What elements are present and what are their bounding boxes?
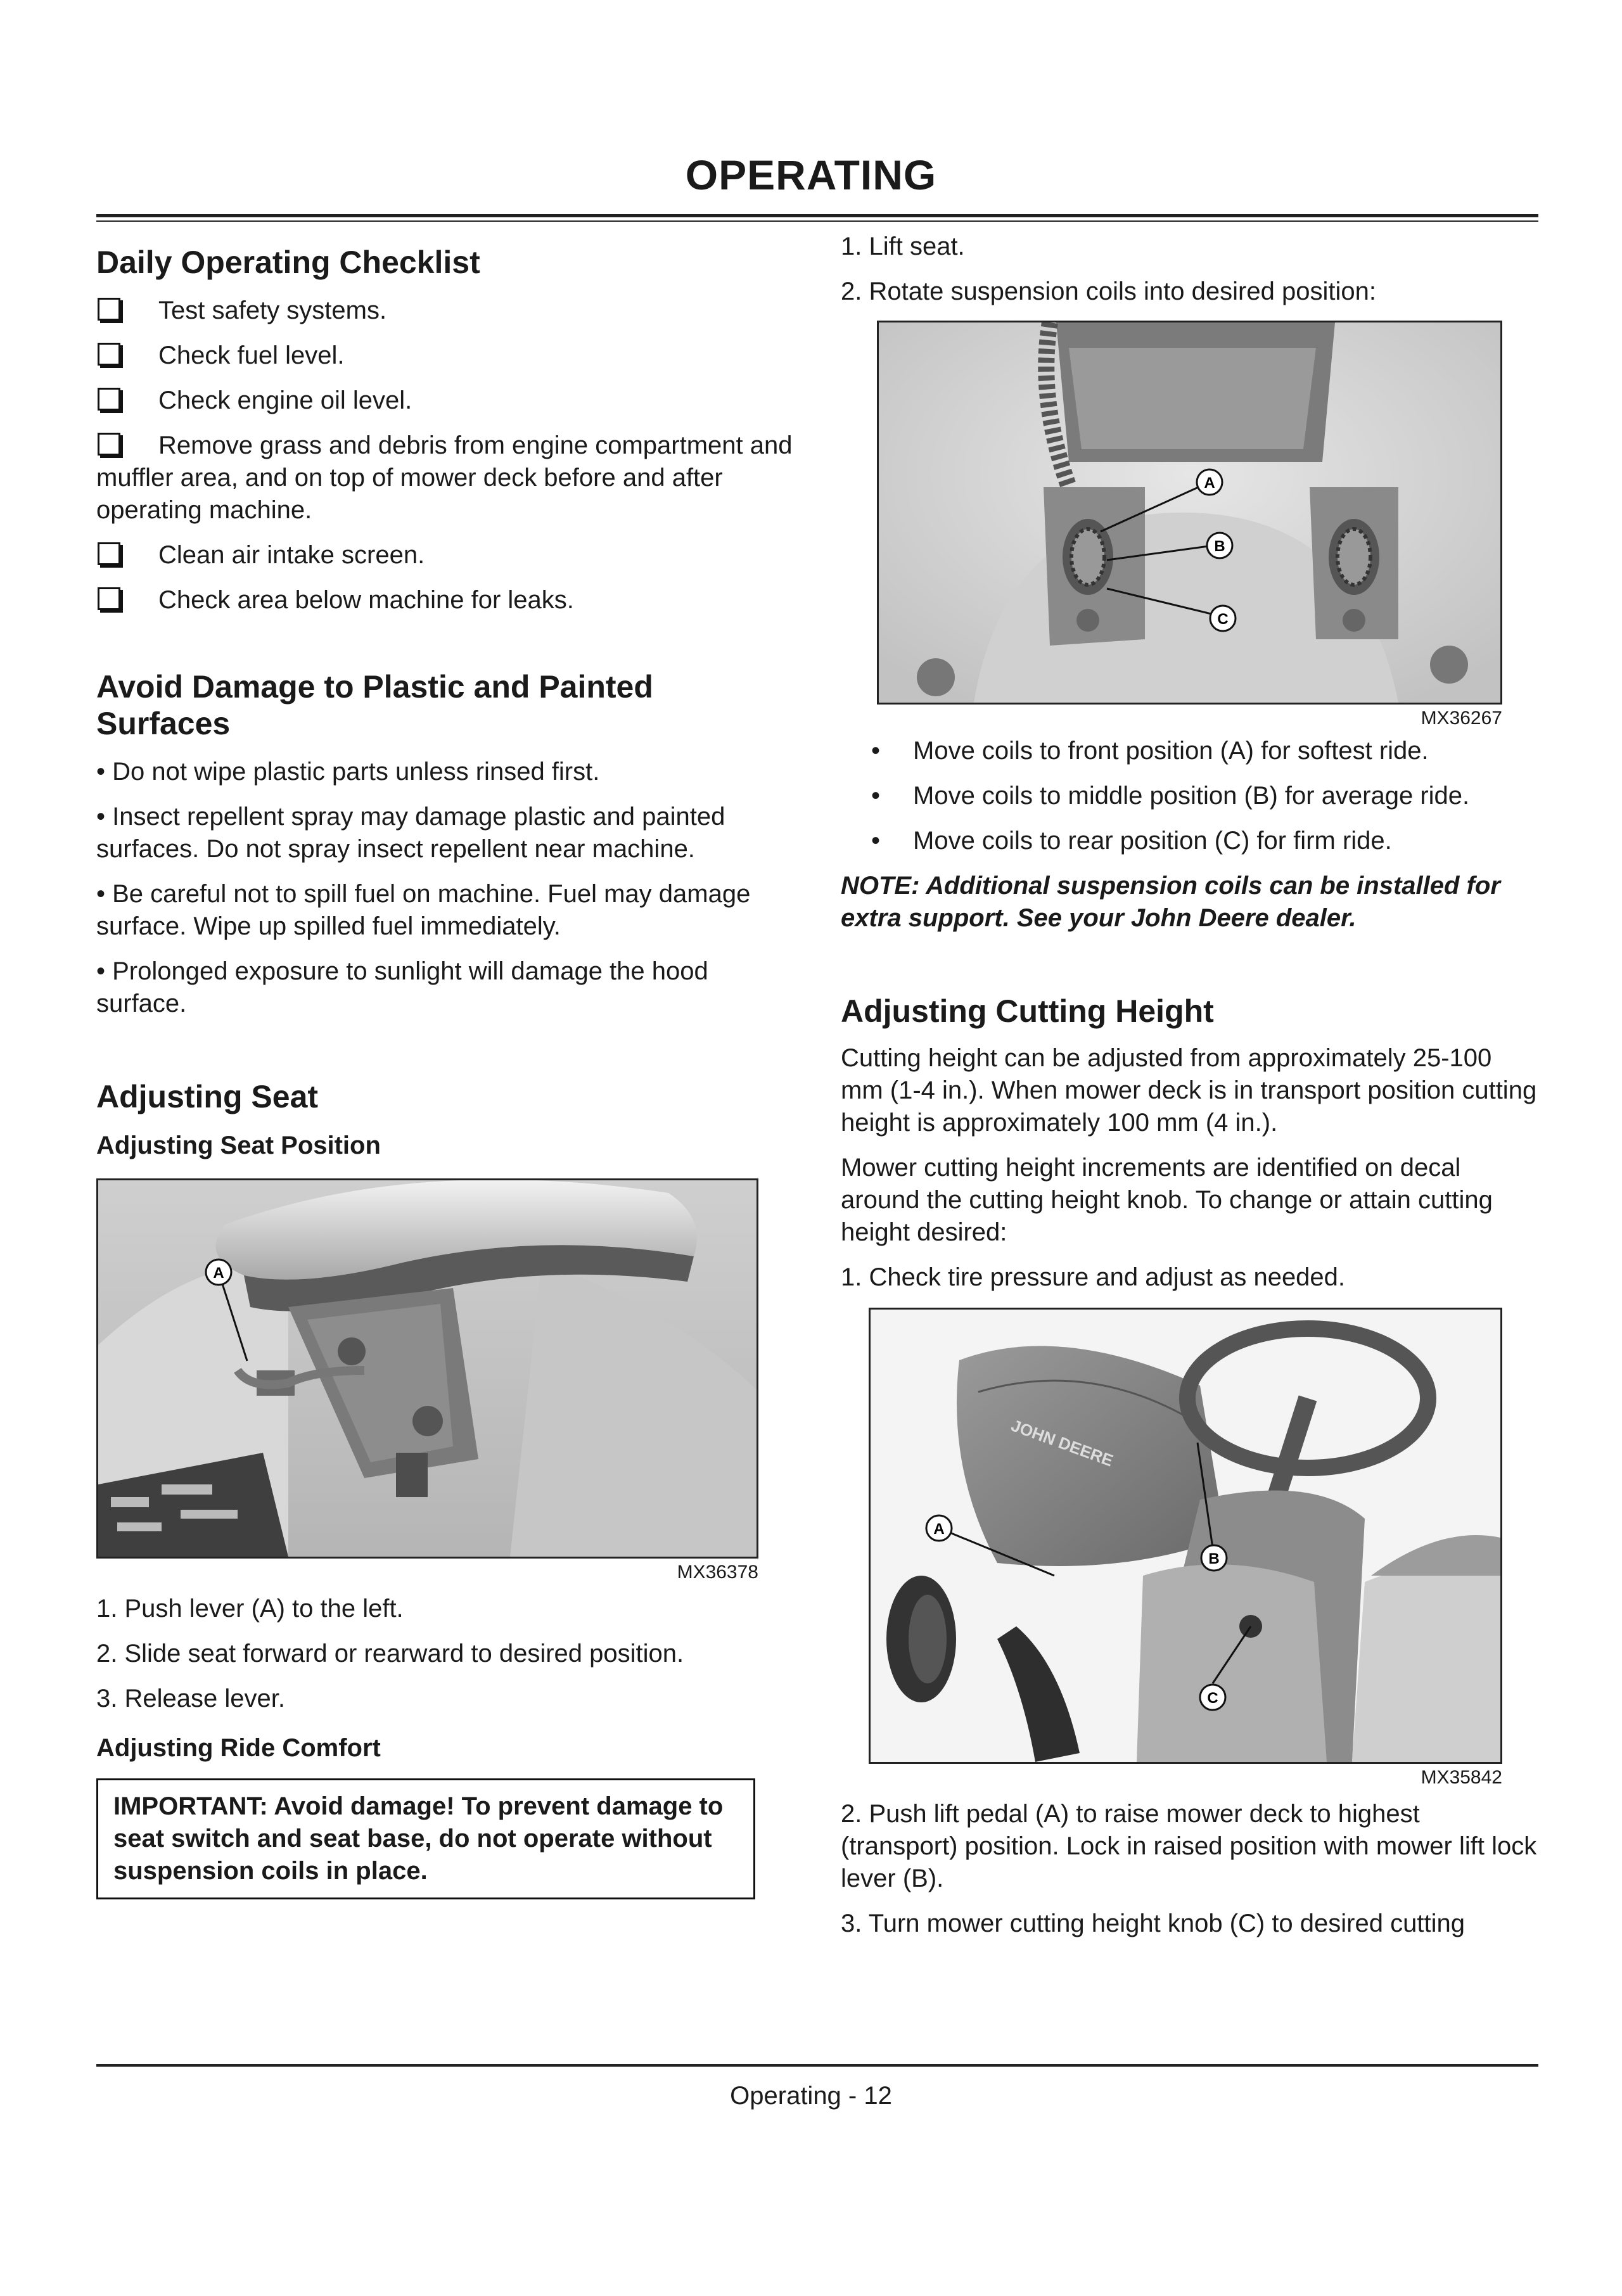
step: 1. Check tire pressure and adjust as needed.: [841, 1263, 1346, 1291]
coil-bullets: [841, 735, 1538, 857]
cutting-paragraph: Cutting height can be adjusted from approximately 25-100 mm (1-4 in.). When mower deck is in transport position cutting height is approximately 100 mm (4 in.).: [841, 1044, 1537, 1137]
step: 3. Release lever.: [96, 1685, 285, 1712]
coil-steps: [841, 231, 1538, 308]
cutting-photo: [869, 1308, 1502, 1764]
checkbox-icon: [98, 388, 120, 411]
checkbox-icon: [98, 343, 120, 366]
avoid-damage-list: [96, 756, 793, 1020]
checklist-item: Clean air intake screen.: [96, 539, 793, 571]
page-footer: Operating - 12: [730, 2082, 892, 2110]
list-item: • Be careful not to spill fuel on machine. Fuel may damage surface. Wipe up spilled fuel immediately.: [96, 880, 751, 940]
step: 2. Rotate suspension coils into desired position:: [841, 277, 1376, 305]
step: 1. Lift seat.: [841, 233, 965, 260]
list-item: • Insect repellent spray may damage plastic and painted surfaces. Do not spray insect repellent near machine.: [96, 803, 725, 863]
step: 2. Push lift pedal (A) to raise mower deck to highest (transport) position. Lock in raised position with mower lift lock lever (B).: [841, 1800, 1537, 1892]
seat-figure: [96, 1178, 758, 1584]
checklist: [96, 295, 793, 616]
callout-label: C: [1207, 1690, 1218, 1707]
list-item: • Do not wipe plastic parts unless rinsed first.: [96, 758, 600, 786]
list-item: • Move coils to front position (A) for softest ride.: [871, 737, 1429, 765]
checkbox-icon: [98, 433, 120, 456]
list-item: • Prolonged exposure to sunlight will damage the hood surface.: [96, 957, 708, 1017]
seat-photo: [96, 1178, 758, 1559]
seat-position-heading: Adjusting Seat Position: [96, 1132, 381, 1159]
right-column: [841, 234, 1538, 1953]
callout-label: C: [1217, 611, 1229, 628]
figure-id: MX36267: [1421, 708, 1502, 729]
checklist-item: Check engine oil level.: [96, 385, 793, 417]
callout-label: B: [1214, 538, 1225, 555]
decal-text: JOHN DEERE: [1008, 1415, 1116, 1470]
checkbox-icon: [98, 542, 120, 565]
header-rule-thick: [96, 214, 1538, 217]
figure-id: MX35842: [1421, 1767, 1502, 1788]
checklist-item: Check fuel level.: [96, 340, 793, 372]
figure-id: MX36378: [677, 1562, 758, 1583]
cutting-height-heading: Adjusting Cutting Height: [841, 993, 1214, 1029]
checkbox-icon: [98, 298, 120, 321]
cutting-figure: [869, 1308, 1502, 1789]
header-rule-thin: [96, 220, 1538, 222]
ride-comfort-heading: Adjusting Ride Comfort: [96, 1734, 381, 1762]
cutting-paragraph: Mower cutting height increments are identified on decal around the cutting height knob. To change or attain cutting height desired:: [841, 1154, 1493, 1246]
coil-figure: [877, 321, 1510, 730]
step: 1. Push lever (A) to the left.: [96, 1595, 404, 1623]
callout-label: A: [213, 1265, 224, 1282]
checklist-item: Check area below machine for leaks.: [96, 584, 793, 616]
step: 3. Turn mower cutting height knob (C) to desired cutting: [841, 1910, 1465, 1937]
coil-photo: [877, 321, 1502, 705]
note: NOTE: Additional suspension coils can be installed for extra support. See your John Deere dealer.: [841, 872, 1500, 932]
page-title: OPERATING: [685, 151, 937, 198]
adjusting-seat-heading: Adjusting Seat: [96, 1079, 319, 1114]
seat-steps: [96, 1593, 793, 1715]
checklist-item: Test safety systems.: [96, 295, 793, 327]
avoid-damage-heading: Avoid Damage to Plastic and Painted Surfaces: [96, 669, 653, 741]
list-item: • Move coils to rear position (C) for firm ride.: [871, 827, 1392, 855]
left-column: [96, 234, 793, 1899]
callout-label: A: [933, 1521, 945, 1538]
callout-label: A: [1204, 475, 1215, 492]
footer-rule: [96, 2064, 1538, 2067]
callout-label: B: [1208, 1550, 1220, 1567]
important-notice: IMPORTANT: Avoid damage! To prevent damage to seat switch and seat base, do not operate without suspension coils in place.: [96, 1778, 755, 1899]
step: 2. Slide seat forward or rearward to desired position.: [96, 1640, 684, 1668]
checklist-item: Remove grass and debris from engine compartment and muffler area, and on top of mower deck before and after operating machine.: [96, 431, 793, 524]
checklist-heading: Daily Operating Checklist: [96, 245, 480, 280]
checkbox-icon: [98, 587, 120, 610]
list-item: • Move coils to middle position (B) for average ride.: [871, 782, 1470, 810]
